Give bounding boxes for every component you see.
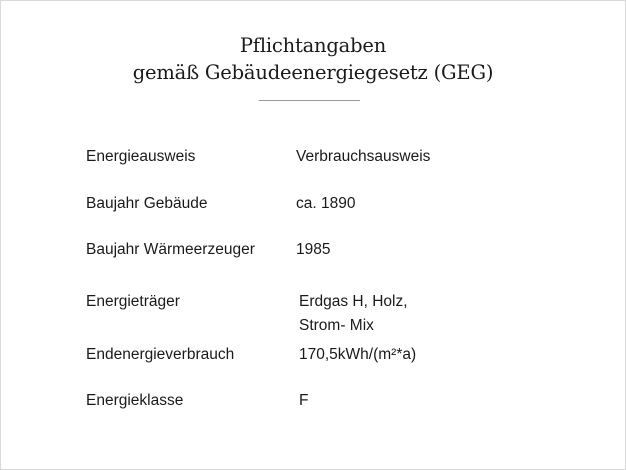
value-energieausweis: Verbrauchsausweis <box>296 148 431 165</box>
value-baujahr-gebaeude: ca. 1890 <box>296 195 356 212</box>
label-energieausweis: Energieausweis <box>86 148 196 165</box>
label-endenergieverbrauch: Endenergieverbrauch <box>86 346 235 363</box>
title-line-2: gemäß Gebäudeenergiegesetz (GEG) <box>132 61 494 84</box>
value-baujahr-waermeerzeuger: 1985 <box>296 241 331 258</box>
label-energieklasse: Energieklasse <box>86 392 184 409</box>
label-baujahr-gebaeude: Baujahr Gebäude <box>86 195 208 212</box>
label-baujahr-waermeerzeuger: Baujahr Wärmeerzeuger <box>86 241 255 258</box>
value-energietraeger-line-2: Strom- Mix <box>299 317 374 334</box>
label-energietraeger: Energieträger <box>86 293 180 310</box>
value-energietraeger <box>299 290 408 338</box>
page-title <box>1 32 625 86</box>
value-energieklasse: F <box>299 392 309 409</box>
title-line-1: Pflichtangaben <box>239 34 387 57</box>
title-divider <box>259 100 360 101</box>
value-endenergieverbrauch: 170,5kWh/(m²*a) <box>299 346 417 363</box>
value-energietraeger-line-1: Erdgas H, Holz, <box>299 293 408 310</box>
